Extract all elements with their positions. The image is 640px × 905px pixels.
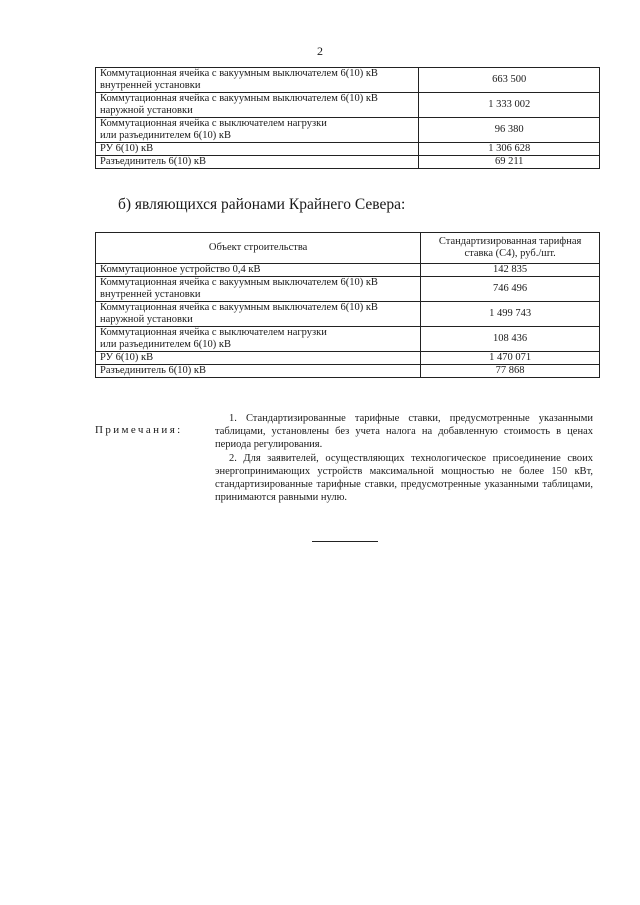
rate-value: 77 868 (421, 365, 600, 378)
object-name-cell (96, 156, 419, 169)
object-name-cell (96, 143, 419, 156)
object-name-line: Разъединитель 6(10) кВ (100, 156, 206, 167)
rates-table-a (95, 67, 600, 169)
object-name-cell (96, 352, 421, 365)
object-name-line: или разъединителем 6(10) кВ (100, 339, 232, 350)
notes (215, 412, 593, 504)
object-name-line: внутренней установки (100, 80, 201, 91)
rates-table-b (95, 232, 600, 378)
section-b-heading: б) являющихся районами Крайнего Севера: (118, 196, 406, 213)
header-line: ставка (С4), руб./шт. (464, 248, 556, 259)
rate-value: 69 211 (419, 156, 600, 169)
rate-value: 1 499 743 (421, 302, 600, 327)
object-name-cell (96, 327, 421, 352)
table-row (96, 277, 600, 302)
object-name-line: РУ 6(10) кВ (100, 352, 154, 363)
table-row (96, 143, 600, 156)
object-name-line: Коммутационная ячейка с вакуумным выключателем 6(10) кВ (100, 93, 378, 104)
object-name-cell (96, 118, 419, 143)
object-name-line: РУ 6(10) кВ (100, 143, 154, 154)
page-number: 2 (317, 44, 323, 58)
table-row (96, 118, 600, 143)
object-name-cell (96, 365, 421, 378)
object-name-line: Коммутационная ячейка с выключателем нагрузки (100, 118, 327, 129)
object-name-line: или разъединителем 6(10) кВ (100, 130, 232, 141)
object-name-line: Коммутационная ячейка с вакуумным выключателем 6(10) кВ (100, 302, 378, 313)
object-name-line: Коммутационная ячейка с вакуумным выключателем 6(10) кВ (100, 68, 378, 79)
object-name-line: Коммутационное устройство 0,4 кВ (100, 264, 261, 275)
table-row (96, 327, 600, 352)
object-name-cell (96, 277, 421, 302)
rate-value: 1 470 071 (421, 352, 600, 365)
object-name-line: наружной установки (100, 314, 193, 325)
note-item: 1. Стандартизированные тарифные ставки, предусмотренные указанными таблицами, установлены без учета налога на добавленную стоимость в ценах периода регулирования. (215, 413, 593, 450)
object-name-cell (96, 93, 419, 118)
rate-value: 663 500 (419, 68, 600, 93)
object-name-cell (96, 68, 419, 93)
object-name-line: Разъединитель 6(10) кВ (100, 365, 206, 376)
column-header-rate (421, 233, 600, 264)
end-divider (312, 541, 378, 542)
rate-value: 746 496 (421, 277, 600, 302)
table-row (96, 365, 600, 378)
rate-value: 1 333 002 (419, 93, 600, 118)
column-header-object: Объект строительства (96, 233, 421, 264)
header-line: Стандартизированная тарифная (438, 236, 582, 247)
object-name-line: внутренней установки (100, 289, 201, 300)
table-row (96, 264, 600, 277)
rate-value: 108 436 (421, 327, 600, 352)
table-row (96, 352, 600, 365)
rate-value: 96 380 (419, 118, 600, 143)
table-row (96, 302, 600, 327)
rate-value: 1 306 628 (419, 143, 600, 156)
object-name-line: наружной установки (100, 105, 193, 116)
table-header-row (96, 233, 600, 264)
object-name-line: Коммутационная ячейка с выключателем нагрузки (100, 327, 327, 338)
table-row (96, 93, 600, 118)
object-name-cell (96, 302, 421, 327)
object-name-line: Коммутационная ячейка с вакуумным выключателем 6(10) кВ (100, 277, 378, 288)
notes-label: Примечания: (95, 424, 183, 436)
rate-value: 142 835 (421, 264, 600, 277)
table-row (96, 156, 600, 169)
table-row (96, 68, 600, 93)
object-name-cell (96, 264, 421, 277)
note-item: 2. Для заявителей, осуществляющих технологическое присоединение своих энергопринимающих устройств максимальной мощностью не более 150 кВт, стандартизированные тарифные ставки, предусмотренные указанными таблицами, принимаются равными нулю. (215, 453, 593, 503)
